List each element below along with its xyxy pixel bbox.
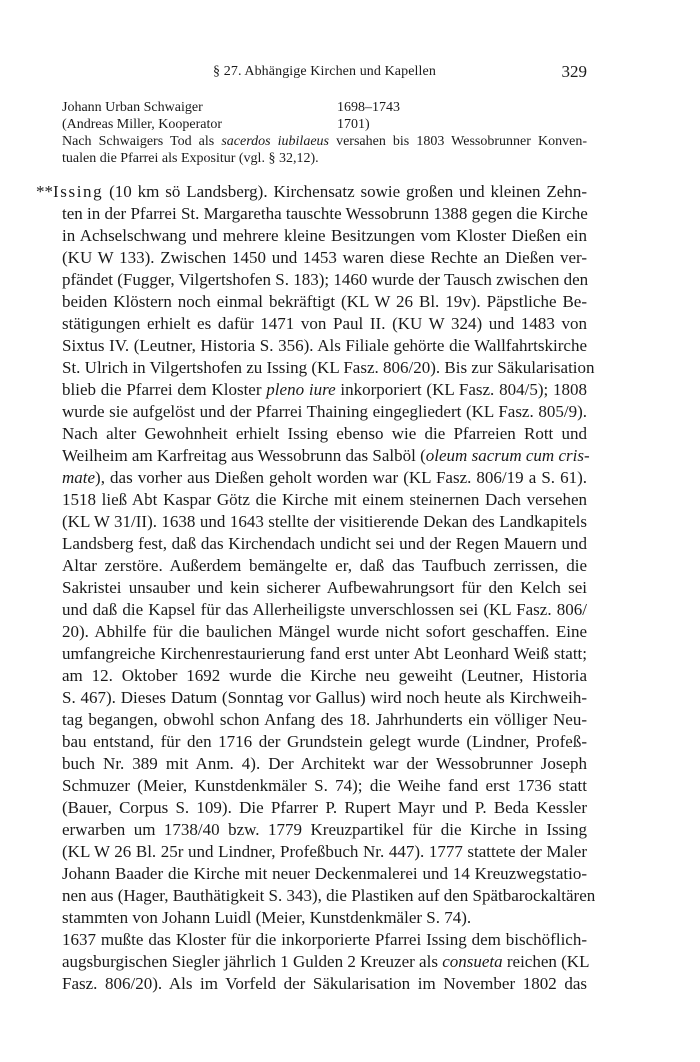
entry-line: in Achselschwang und mehrere kleine Besitzungen vom Kloster Dießen ein <box>62 226 587 245</box>
page-header <box>62 62 587 86</box>
entry-line: (KL W 26 Bl. 25r und Lindner, Profeßbuch Nr. 447). 1777 stattete der Maler <box>62 842 587 861</box>
cooperator-years: 1701) <box>337 117 370 132</box>
entry-place: Issing <box>53 182 104 201</box>
cooperator-row <box>62 116 370 133</box>
entry-line: stammten von Johann Luidl (Meier, Kunstdenkmäler S. 74). <box>62 908 472 927</box>
entry-line: (KL W 31/II). 1638 und 1643 stellte der visitierende Dekan des Landkapitels <box>62 512 587 531</box>
entry-line: Altar zerstöre. Außerdem bemängelte er, daß das Taufbuch zerrissen, die <box>62 556 587 575</box>
entry-line: Fasz. 806/20). Als im Vorfeld der Säkularisation im November 1802 das <box>62 974 587 993</box>
incumbent-years: 1698–1743 <box>337 100 400 115</box>
entry-line: 20). Abhilfe für die baulichen Mängel wurde nicht sofort geschaffen. Eine <box>62 622 587 641</box>
italic-phrase: consueta <box>442 952 503 971</box>
entry-line: pfändet (Fugger, Vilgertshofen S. 183); 1460 wurde der Tausch zwischen den <box>62 270 589 289</box>
italic-phrase: oleum sacrum cum cris- <box>425 446 590 465</box>
entry-line: Sakristei unsauber und kein sicherer Aufbewahrungsort für den Kelch sei <box>62 578 587 597</box>
entry-line: stätigungen erhielt es dafür 1471 von Paul II. (KU W 324) und 1483 von <box>62 314 587 333</box>
entry-marker: ** <box>36 182 53 201</box>
entry-line: ten in der Pfarrei St. Margaretha tauschte Wessobrunn 1388 gegen die Kirche <box>62 204 588 223</box>
entry-line: nen aus (Hager, Bauthätigkeit S. 343), die Plastiken auf den Spätbarockaltären <box>62 886 596 905</box>
entry-line: S. 467). Dieses Datum (Sonntag vor Gallus) wird noch heute als Kirchweih- <box>62 688 587 707</box>
entry-line: Johann Baader die Kirche mit neuer Deckenmalerei und 14 Kreuzwegstatio- <box>62 864 587 883</box>
note-line-2: tualen die Pfarrei als Expositur (vgl. § 32,12). <box>62 151 319 166</box>
entry-line: (KU W 133). Zwischen 1450 und 1453 waren diese Rechte an Dießen ver- <box>62 248 587 267</box>
entry-line: erwarben um 1738/40 bzw. 1779 Kreuzpartikel für die Kirche in Issing <box>62 820 587 839</box>
italic-phrase: pleno iure <box>266 380 336 399</box>
entry-line: augsburgischen Siegler jährlich 1 Gulden 2 Kreuzer als consueta reichen (KL <box>62 952 590 971</box>
entry-line: blieb die Pfarrei dem Kloster pleno iure inkorporiert (KL Fasz. 804/5); 1808 <box>62 380 587 399</box>
entry-line-1: **Issing (10 km sö Landsberg). Kirchensatz sowie großen und kleinen Zehn- <box>36 182 587 201</box>
running-head: § 27. Abhängige Kirchen und Kapellen <box>213 64 436 79</box>
entry-line: bau entstand, für den 1716 der Grundstein gelegt wurde (Lindner, Profeß- <box>62 732 587 751</box>
cooperator-name: (Andreas Miller, Kooperator <box>62 117 222 132</box>
note-line-1: Nach Schwaigers Tod als sacerdos iubilaeus versahen bis 1803 Wessobrunner Konven- <box>62 134 587 149</box>
entry-line: Schmuzer (Meier, Kunstdenkmäler S. 74); die Weihe fand erst 1736 statt <box>62 776 587 795</box>
entry-line: 1518 ließ Abt Kaspar Götz die Kirche mit einem steinernen Dach versehen <box>62 490 587 509</box>
entry-line: umfangreiche Kirchenrestaurierung fand erst unter Abt Leonhard Weiß statt; <box>62 644 587 663</box>
entry-line: Weilheim am Karfreitag aus Wessobrunn das Salböl (oleum sacrum cum cris- <box>62 446 590 465</box>
entry-line: mate), das vorher aus Dießen geholt worden war (KL Fasz. 806/19 a S. 61). <box>62 468 587 487</box>
entry-line: Landsberg fest, daß das Kirchendach undicht sei und der Regen Mauern und <box>62 534 587 553</box>
entry-line: 1637 mußte das Kloster für die inkorporierte Pfarrei Issing dem bischöflich- <box>62 930 587 949</box>
entry-line: und daß die Kapsel für das Allerheiligste unverschlossen sei (KL Fasz. 806/ <box>62 600 587 619</box>
italic-phrase: mate <box>62 468 96 487</box>
entry-line: beiden Klöstern noch einmal bekräftigt (KL W 26 Bl. 19v). Päpstliche Be- <box>62 292 587 311</box>
page-number: 329 <box>561 62 587 81</box>
entry-line: buch Nr. 389 mit Anm. 4). Der Architekt war der Wessobrunner Joseph <box>62 754 587 773</box>
entry-line: (Bauer, Corpus S. 109). Die Pfarrer P. Rupert Mayr und P. Beda Kessler <box>62 798 587 817</box>
entry-line: am 12. Oktober 1692 wurde die Kirche neu geweiht (Leutner, Historia <box>62 666 587 685</box>
incumbent-name: Johann Urban Schwaiger <box>62 100 203 115</box>
entry-line: tag begangen, obwohl schon Anfang des 18. Jahrhunderts ein völliger Neu- <box>62 710 587 729</box>
incumbent-row <box>62 99 400 116</box>
entry-line: Sixtus IV. (Leutner, Historia S. 356). Als Filiale gehörte die Wallfahrtskirche <box>62 336 587 355</box>
entry-line: Nach alter Gewohnheit erhielt Issing ebenso wie die Pfarreien Rott und <box>62 424 587 443</box>
entry-line: wurde sie aufgelöst und der Pfarrei Thaining eingegliedert (KL Fasz. 805/9). <box>62 402 587 421</box>
entry-line: St. Ulrich in Vilgertshofen zu Issing (KL Fasz. 806/20). Bis zur Säkularisation <box>62 358 595 377</box>
